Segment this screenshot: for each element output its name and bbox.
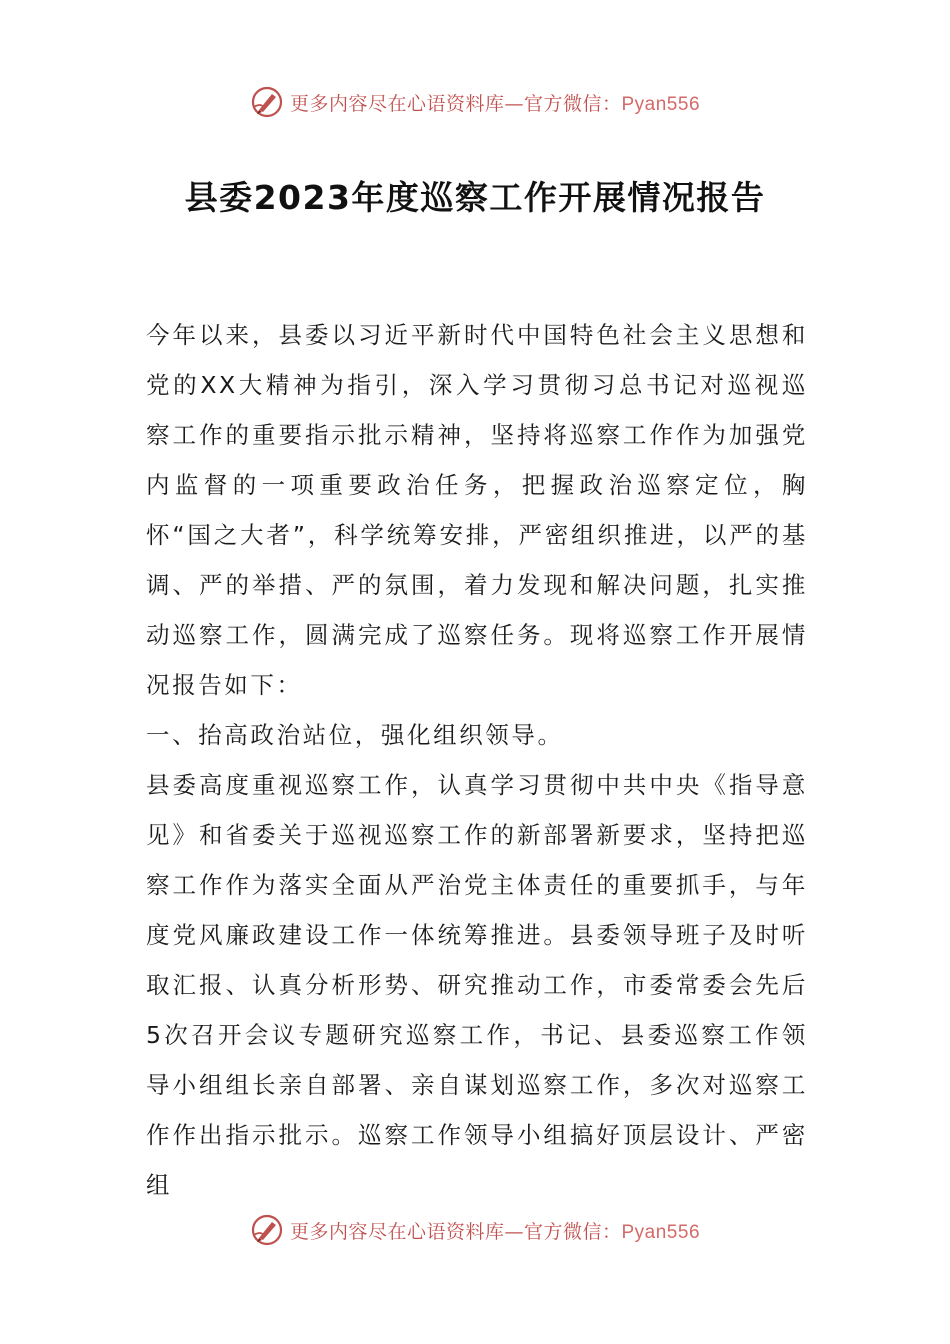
footer-banner xyxy=(0,1210,950,1250)
pen-logo-icon xyxy=(250,85,284,119)
banner-slogan: 更多内容尽在心语资料库 xyxy=(289,1220,505,1243)
header-banner xyxy=(0,82,950,122)
banner-wechat-id: Pyan556 xyxy=(621,93,701,115)
footer-banner-text xyxy=(290,1217,700,1244)
banner-contact-label: 官方微信： xyxy=(523,1220,622,1243)
header-banner-text xyxy=(290,89,700,116)
banner-contact-label: 官方微信： xyxy=(523,92,622,115)
paragraph-section-1: 县委高度重视巡察工作，认真学习贯彻中共中央《指导意见》和省委关于巡视巡察工作的新部署新要求，坚持把巡察工作作为落实全面从严治党主体责任的重要抓手，与年度党风廉政建设工作一体统筹推进。县委领导班子及时听取汇报、认真分析形势、研究推动工作，市委常委会先后5次召开会议专题研究巡察工作，书记、县委巡察工作领导小组组长亲自部署、亲自谋划巡察工作，多次对巡察工作作出指示批示。巡察工作领导小组搞好顶层设计、严密组 xyxy=(146,771,808,1199)
paragraph-intro: 今年以来，县委以习近平新时代中国特色社会主义思想和党的XX大精神为指引，深入学习贯彻习总书记对巡视巡察工作的重要指示批示精神，坚持将巡察工作作为加强党内监督的一项重要政治任务，把握政治巡察定位，胸怀“国之大者”，科学统筹安排，严密组织推进，以严的基调、严的举措、严的氛围，着力发现和解决问题，扎实推动巡察工作，圆满完成了巡察任务。现将巡察工作开展情况报告如下： xyxy=(146,321,808,699)
banner-slogan: 更多内容尽在心语资料库 xyxy=(289,92,505,115)
section-heading-1: 一、抬高政治站位，强化组织领导。 xyxy=(146,721,564,749)
banner-wechat-id: Pyan556 xyxy=(621,1221,701,1243)
banner-dash: — xyxy=(504,1220,524,1243)
header-banner-content xyxy=(250,85,700,119)
pen-logo-icon xyxy=(250,1213,284,1247)
footer-banner-content xyxy=(250,1213,700,1247)
document-title: 县委2023年度巡察工作开展情况报告 xyxy=(184,178,766,217)
banner-dash: — xyxy=(504,92,524,115)
document-body xyxy=(146,310,808,1210)
